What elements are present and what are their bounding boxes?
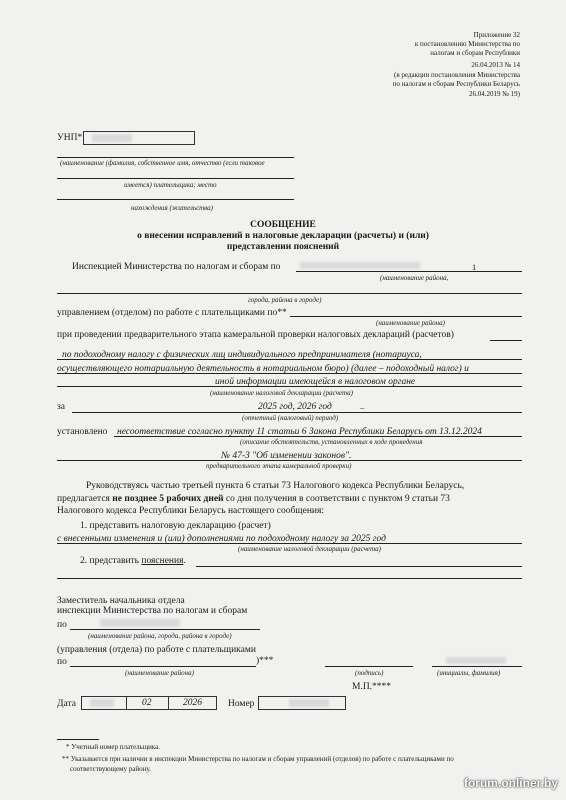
guided-text: Налогового кодекса Республики Беларусь настоящего сообщения:	[57, 506, 324, 516]
period-value: 2025 год, 2026 год	[258, 402, 332, 412]
unp-field	[83, 131, 195, 145]
declaration-caption: (наименование налоговой декларации (расчета)	[210, 389, 353, 397]
header-line: налогам и сборам Республики	[430, 49, 520, 57]
department-text: управлением (отделом) по работе с плательщиками по**	[57, 308, 287, 318]
finding-caption: (описание обстоятельств, установленных в ходе проведения	[240, 438, 423, 446]
unp-label: УНП*	[57, 133, 83, 143]
footnote: соответствующему району.	[70, 765, 151, 773]
period-line	[72, 412, 522, 413]
doc-title: представлении пояснений	[226, 242, 340, 252]
doc-title: о внесении исправлений в налоговые декларации (расчеты) и (или)	[137, 231, 429, 241]
declaration-line	[57, 373, 522, 374]
payer-line	[57, 157, 294, 158]
redacted-area	[100, 619, 180, 627]
header-line: 26.04.2019 № 19)	[468, 90, 520, 98]
payer-caption: имеется) плательщика; место	[124, 181, 217, 189]
inspection-line	[296, 271, 522, 272]
department-caption: (наименование района)	[376, 319, 445, 327]
payer-caption: (наименование (фамилия, собственное имя, отчество (если таковое	[60, 159, 265, 167]
date-year: 2026	[183, 698, 202, 708]
declaration-line	[57, 386, 522, 387]
finding-text: № 47-З "Об изменении законов".	[221, 451, 352, 461]
footnote-divider	[57, 739, 99, 740]
period-mark: –	[360, 402, 365, 412]
footnote: * Учетный номер плательщика.	[66, 743, 161, 751]
redacted-area	[92, 134, 132, 142]
name-caption: (инициалы, фамилия)	[437, 669, 501, 677]
header-line: Приложение 32	[473, 31, 520, 39]
guided-text: Руководствуясь частью третьей пункта 6 статьи 73 Налогового кодекса Республики Беларусь,	[86, 481, 465, 491]
item2-fragment: 2. представить	[80, 556, 142, 566]
number-field	[258, 696, 346, 710]
declaration-text: иной информации имеющейся в налоговом органе	[215, 377, 416, 387]
department-line	[290, 316, 522, 317]
region-caption: (наименование района,	[380, 274, 449, 282]
redacted-area	[446, 657, 506, 664]
date-label: Дата	[57, 699, 76, 709]
stamp-mark: М.П.****	[352, 682, 392, 692]
item2-underlined: пояснения	[141, 556, 184, 566]
audit-line	[490, 340, 522, 341]
signature-position: инспекции Министерства по налогам и сборам	[57, 606, 248, 616]
item2-line	[196, 566, 522, 567]
finding-text: несоответствие согласно пункту 11 статьи 6 Закона Республики Беларусь от 13.12.2024	[117, 427, 482, 437]
signature-caption: (наименование района)	[125, 669, 194, 677]
redacted-area	[289, 699, 329, 707]
po-label: по	[57, 620, 67, 630]
city-caption: города, района в городе)	[248, 296, 322, 304]
redacted-area	[300, 262, 420, 269]
header-line: 26.04.2013 № 14	[471, 61, 520, 69]
sign-line	[325, 666, 413, 667]
ustanovleno-label: установлено	[57, 427, 108, 437]
sign-caption: (подпись)	[355, 669, 384, 677]
payer-line	[57, 178, 294, 179]
audit-text: при проведении предварительного этапа камеральной проверки налоговых деклараций (расчетов)	[57, 330, 454, 340]
finding-line	[57, 460, 522, 461]
number-label: Номер	[228, 699, 255, 709]
signature-line	[70, 629, 260, 630]
declaration-line	[57, 359, 522, 360]
item2-fragment: .	[183, 556, 186, 566]
declaration-text: по подоходному налогу с физических лиц индивидуального предпринимателя (нотариуса,	[62, 350, 422, 360]
watermark: forum.onliner.by	[463, 776, 558, 790]
item2-line	[57, 578, 522, 579]
header-line: по налогам и сборам Республики Беларусь	[392, 80, 520, 88]
guided-fragment: со дня получения в соответствии с пунктом 9 статьи 73	[223, 494, 450, 504]
za-label: за	[57, 402, 65, 412]
payer-caption: нахождения (жительства)	[131, 204, 214, 212]
payer-line	[57, 199, 294, 200]
date-field	[81, 696, 217, 710]
header-line: к постановлению Министерства по	[414, 40, 520, 48]
item2-text	[80, 556, 186, 566]
declaration-text: осуществляющего нотариальную деятельность в нотариальном бюро) (далее – подоходный налог) и	[57, 364, 469, 374]
signature-position: Заместитель начальника отдела	[57, 596, 185, 606]
po-label: по	[57, 657, 67, 667]
item1-text: 1. представить налоговую декларацию (расчет)	[80, 521, 271, 531]
item1-caption: (наименование налоговой декларации (расчета)	[238, 545, 381, 553]
signature-line	[70, 666, 256, 667]
deadline-text: не позднее 5 рабочих дней	[112, 494, 224, 504]
redacted-area	[90, 699, 114, 707]
stage-caption: предварительного этапа камеральной проверки)	[206, 462, 352, 470]
signature-stars: )***	[256, 656, 274, 666]
item1-line	[57, 543, 522, 544]
footnote: ** Указывается при наличии в инспекции Министерства по налогам и сборам управлений (отделов) по работе с плательщиками по	[62, 755, 454, 763]
city-line	[57, 293, 522, 294]
date-month: 02	[142, 698, 152, 708]
name-line	[432, 666, 522, 667]
inspection-text: Инспекцией Министерства по налогам и сборам по	[72, 262, 281, 272]
signature-dept: (управления (отдела) по работе с плательщиками	[57, 645, 256, 655]
signature-caption: (наименование района, города, района в городе)	[88, 632, 232, 640]
period-caption: (отчетный (налоговый) период)	[242, 414, 339, 422]
inspection-fill: 1	[472, 262, 477, 272]
date-divider	[126, 697, 127, 710]
header-line: (в редакции постановления Министерства	[394, 71, 520, 79]
guided-text	[57, 494, 450, 504]
doc-title: СООБЩЕНИЕ	[250, 220, 316, 230]
date-divider	[168, 697, 169, 710]
item1-fill: с внесенными изменения и (или) дополнениями по подоходному налогу за 2025 год	[57, 534, 386, 544]
guided-fragment: предлагается	[57, 494, 113, 504]
finding-line	[114, 436, 522, 437]
